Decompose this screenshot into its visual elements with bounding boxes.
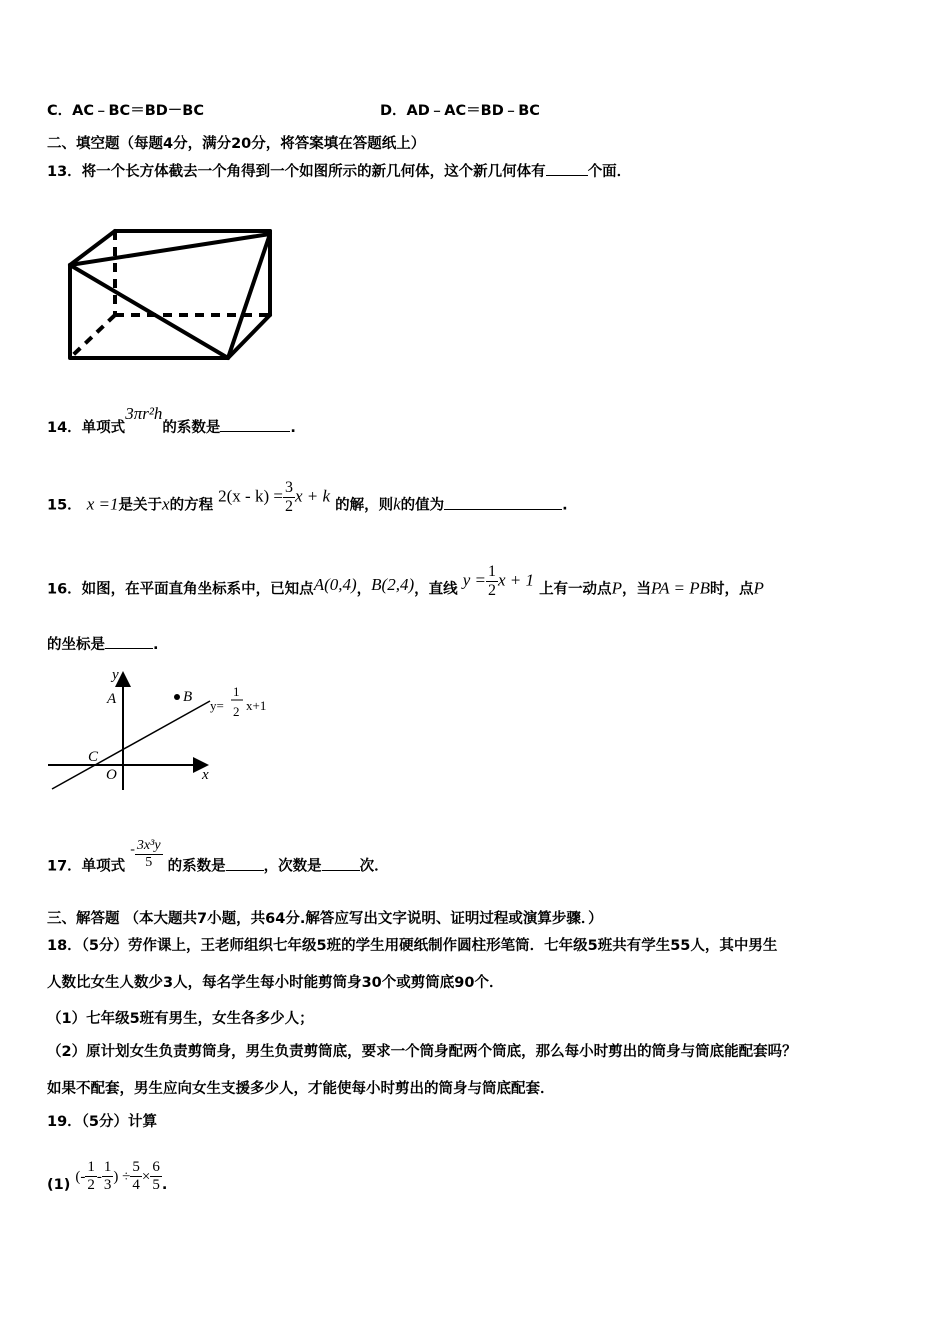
q17 [47,838,389,882]
q18-line2: 人数比女生人数少3人，每名学生每小时能剪筒身30个或剪筒底90个． [47,975,504,991]
q16-line-word: ，直线 [414,581,458,598]
q16-prefix: 16．如图，在平面直角坐标系中，已知点 [47,581,314,598]
q14: 14．单项式3πr²h的系数是 . [47,404,296,436]
q15-sol: 的解，则 [335,497,394,514]
q17-frac-num: 3x³y [136,838,161,853]
q16-sep: ， [356,581,372,598]
q19-d4: 5 [152,1177,160,1193]
q15-value: 的值为 [400,497,445,514]
x-axis-label: x [202,767,209,783]
option-d: D．AD﹣AC＝BD﹣BC [380,103,540,119]
q13-tail: 个面． [587,164,632,180]
graph-eq-den: 2 [233,704,240,719]
q16-p: P [611,578,622,598]
q15-frac-den: 2 [284,498,293,515]
graph-eq-num: 1 [233,684,240,699]
q14-suffix: 的系数是 [162,420,221,436]
q16-line2-text: 的坐标是 [47,637,105,653]
truncated-box-figure [60,222,285,367]
graph-eq-tail: x+1 [246,698,267,713]
option-c: C．AC﹣BC＝BD－BC [47,103,204,119]
q17-frac-den: 5 [145,855,153,870]
origin-label: O [106,767,117,783]
q16-point-a: A(0,4) [313,574,357,594]
q15-eq-right: x + k [294,486,331,506]
q14-blank [220,417,290,432]
q17-neg: - [130,841,135,857]
q15-about: 是关于 [118,497,163,514]
q19-n2: 1 [103,1159,112,1175]
q19-n3: 5 [132,1159,140,1175]
q19-label: (1) [47,1177,71,1193]
q17-mid2: ，次数是 [263,858,322,875]
q19-title: 19．（5分）计算 [47,1114,158,1130]
q15-blank [444,495,562,510]
q13 [47,161,631,182]
point-a-label: A [107,691,117,707]
q17-prefix: 17．单项式 [47,858,126,875]
q13-blank [546,161,588,176]
q19-close: ) ÷ [113,1169,131,1185]
section2-heading: 二、填空题（每题4分，满分20分，将答案填在答题纸上） [47,136,426,152]
q19-d3: 4 [132,1177,140,1193]
q16-cond: PA = PB [650,578,710,598]
q15-var-x: x [162,494,170,514]
q16-point-b: B(2,4) [371,574,415,594]
q18-sub1: （1）七年级5班有男生，女生各多少人； [47,1011,314,1027]
q19-d1: 2 [87,1177,95,1193]
q16-when: ，当 [621,581,651,598]
q19-n1: 1 [87,1159,95,1175]
q13-text: 13．将一个长方体截去一个角得到一个如图所示的新几何体，这个新几何体有 [47,164,546,180]
graph-eq-y: y= [210,698,224,713]
q16-then: 时，点 [709,581,754,598]
line-graph [52,701,210,789]
q16-line2: 的坐标是 . [47,634,159,655]
q18-line1: 18．（5分）劳作课上，王老师组织七年级5班的学生用硬纸制作圆柱形笔筒．七年级5班共有学生55人，其中男生 [47,938,778,954]
point-c-label: C [88,749,99,765]
q18-sub2: （2）原计划女生负责剪筒身，男生负责剪筒底，要求一个筒身配两个筒底，那么每小时剪出的筒身与筒底能配套吗？ [47,1044,797,1060]
q15-cond: x =1 [86,494,119,514]
q15-var-k: k [393,494,401,514]
q15: 15． x =1是关于x的方程 2(x - k) = $\frac{3}{2}$ x + k 的解，则k的值为 . [47,479,568,515]
point-b-label: B [183,689,193,705]
q19-n4: 6 [152,1159,160,1175]
point-b-dot [174,694,180,700]
q19-d2: 3 [103,1177,112,1193]
q17-blank2 [322,856,360,871]
q15-prefix: 15． [47,497,82,514]
q15-frac-num: 3 [284,479,293,496]
q19-end: . [161,1177,168,1193]
q14-prefix: 14．单项式 [47,420,126,436]
section3-heading: 三、解答题 （本大题共7小题，共64分.解答应写出文字说明、证明过程或演算步骤．） [47,911,603,927]
q16-frac-den: 2 [487,582,496,599]
y-axis-label: y [112,667,119,683]
q17-tail: 次． [359,858,389,875]
q16-x-plus: x + 1 [497,570,534,590]
q14-expr: 3πr²h [125,404,163,423]
q17-mid: 的系数是 [167,858,226,875]
q15-eq-left: 2(x - k) = [218,486,283,506]
q18-line3: 如果不配套，男生应向女生支援多少人，才能使每小时剪出的筒身与筒底配套． [47,1081,555,1097]
q19-open: (- [75,1169,86,1185]
coordinate-graph [40,665,290,800]
q17-blank1 [226,856,264,871]
q16-on-line: 上有一动点 [539,581,612,598]
q15-eq-prefix: 的方程 [169,497,214,514]
q19-expr [47,1159,168,1201]
q16 [47,563,764,607]
q16-blank [105,634,153,649]
q16-y-eq: y = [462,570,486,590]
q16-frac-num: 1 [487,563,496,580]
q19-times: × [141,1169,151,1185]
q16-p2: P [753,578,764,598]
q19-minus: - [96,1169,102,1185]
